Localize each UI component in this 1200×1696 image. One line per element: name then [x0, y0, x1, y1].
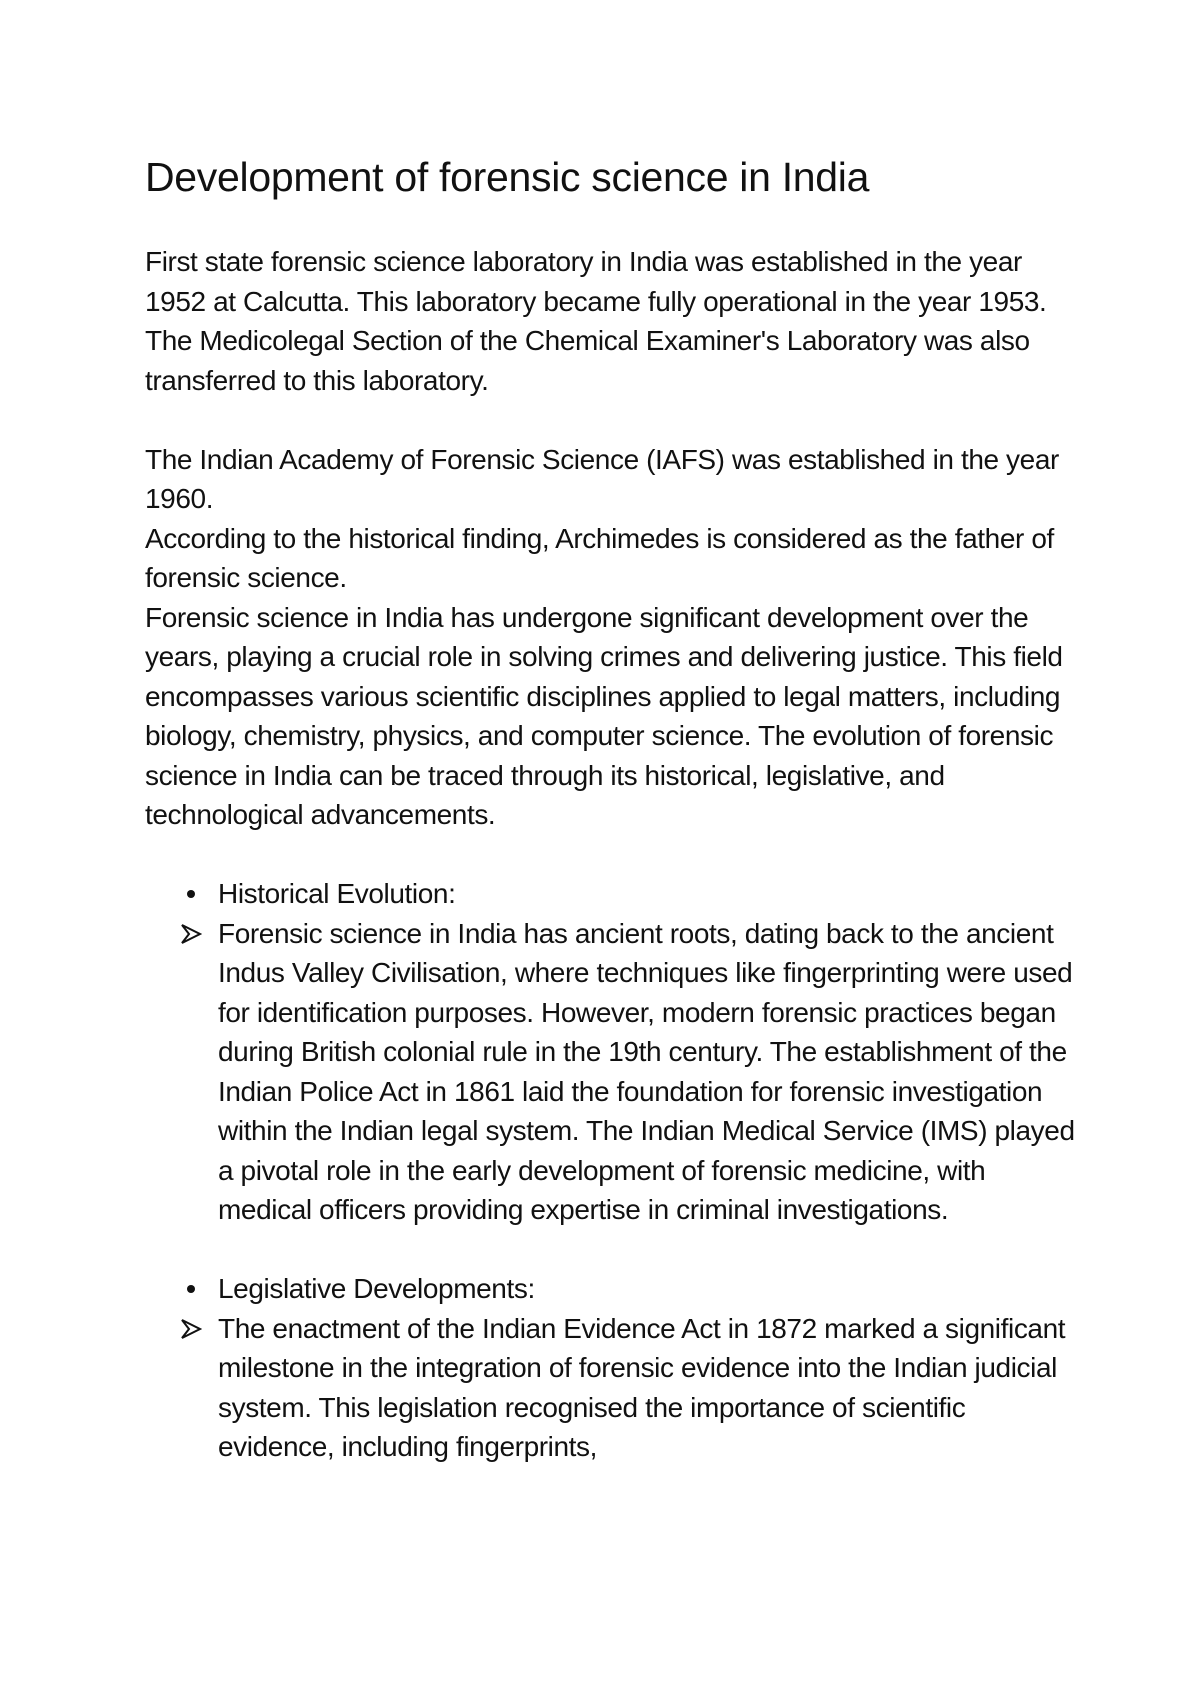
paragraph-spacer: [145, 835, 1075, 875]
paragraph-lab-history: First state forensic science laboratory in India was established in the year 1952 at Calcutta. This laboratory became fully operational in the year 1953. The Medicolegal Section of the Chemical Examiner's Laboratory was also transferred to this laboratory.: [145, 246, 1047, 396]
section-heading: Legislative Developments:: [218, 1273, 535, 1304]
list-item-text: [145, 1309, 1075, 1467]
section-legislative: [145, 1269, 1075, 1467]
document-body: [145, 152, 1075, 1467]
paragraph-iafs: The Indian Academy of Forensic Science (IAFS) was established in the year 1960.: [145, 443, 1059, 514]
arrow-bullet-icon: [180, 923, 202, 945]
paragraph-overview: Forensic science in India has undergone significant development over the years, playing a crucial role in solving crimes and delivering justice. This field encompasses various scientific disciplines applied to legal matters, including biology, chemistry, physics, and computer science. The evolution of forensic science in India can be traced through its historical, legislative, and technological advancements.: [145, 601, 1063, 830]
paragraph-spacer: [145, 1230, 1075, 1270]
bullet-icon: [184, 874, 214, 914]
paragraph-archimedes: According to the historical finding, Archimedes is considered as the father of forensic science.: [145, 522, 1054, 593]
section-historical: [145, 874, 1075, 1230]
list-item-text: [145, 914, 1075, 1230]
section-text: Forensic science in India has ancient roots, dating back to the ancient Indus Valley Civilisation, where techniques like fingerprinting were used for identification purposes. However, modern forensic practices began during British colonial rule in the 19th century. The establishment of the Indian Police Act in 1861 laid the foundation for forensic investigation within the Indian legal system. The Indian Medical Service (IMS) played a pivotal role in the early development of forensic medicine, with medical officers providing expertise in criminal investigations.: [218, 917, 1075, 1225]
arrow-bullet-icon: [180, 1318, 202, 1340]
page-title: Development of forensic science in India: [145, 154, 870, 200]
list-item-heading: [145, 1269, 1075, 1309]
section-heading: Historical Evolution:: [218, 878, 456, 909]
bullet-icon: [184, 1269, 214, 1309]
section-text: The enactment of the Indian Evidence Act in 1872 marked a significant milestone in the integration of forensic evidence into the Indian judicial system. This legislation recognised the importance of scientific evidence, including fingerprints,: [218, 1312, 1066, 1462]
list-item-heading: [145, 874, 1075, 914]
paragraph-spacer: [145, 400, 1075, 440]
